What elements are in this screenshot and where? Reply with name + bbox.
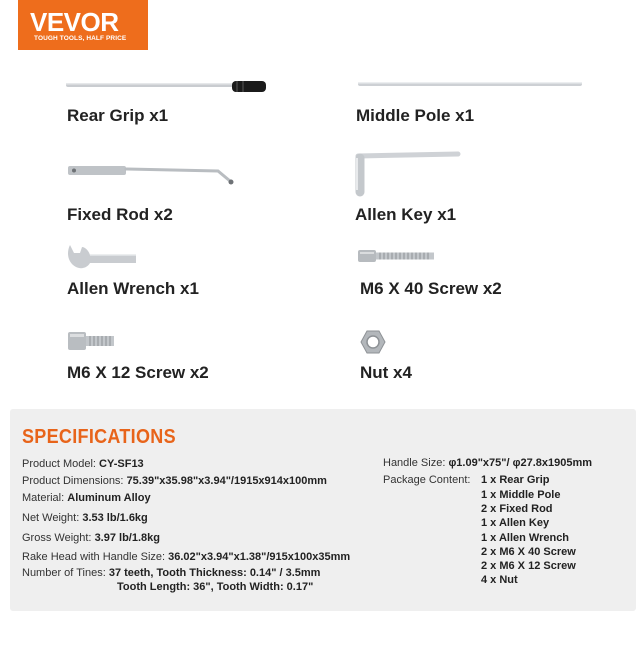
logo-wordmark: VEVOR (30, 7, 119, 37)
spec-product-model: Product Model: CY-SF13 (22, 458, 144, 470)
package-item: 1 x Allen Key (481, 517, 550, 529)
long-screw-icon (358, 248, 438, 264)
spec-number-of-tines: Number of Tines: 37 teeth, Tooth Thickness: 0.14" / 3.5mm (22, 567, 321, 579)
spec-material: Material: Aluminum Alloy (22, 492, 151, 504)
spec-tooth-size: Tooth Length: 36", Tooth Width: 0.17" (117, 581, 314, 593)
package-item: 4 x Nut (481, 574, 518, 586)
allen-key-icon (352, 150, 464, 200)
rear-grip-icon (66, 78, 271, 94)
specifications-panel (10, 409, 636, 611)
spec-handle-size: Handle Size: φ1.09"x75"/ φ27.8x1905mm (383, 457, 593, 469)
fixed-rod-icon (68, 163, 236, 189)
part-label-nut: Nut x4 (360, 363, 412, 382)
part-label-short-screw: M6 X 12 Screw x2 (67, 363, 209, 382)
nut-icon (360, 330, 386, 354)
specifications-title: SPECIFICATIONS (22, 425, 176, 448)
part-label-long-screw: M6 X 40 Screw x2 (360, 279, 502, 298)
spec-package-content-label: Package Content: (383, 474, 471, 486)
spec-net-weight: Net Weight: 3.53 lb/1.6kg (22, 512, 148, 524)
part-label-rear-grip: Rear Grip x1 (67, 106, 169, 125)
package-item: 1 x Rear Grip (481, 474, 550, 486)
package-item: 2 x M6 X 12 Screw (481, 560, 576, 572)
spec-gross-weight: Gross Weight: 3.97 lb/1.8kg (22, 532, 160, 544)
logo-tagline: TOUGH TOOLS, HALF PRICE (34, 35, 127, 42)
middle-pole-icon (358, 80, 584, 90)
package-item: 1 x Middle Pole (481, 489, 561, 501)
brand-logo (18, 0, 148, 50)
part-label-allen-wrench: Allen Wrench x1 (67, 279, 199, 298)
part-label-middle-pole: Middle Pole x1 (356, 106, 475, 125)
package-item: 2 x M6 X 40 Screw (481, 546, 576, 558)
part-label-allen-key: Allen Key x1 (355, 205, 457, 224)
spec-rake-head-size: Rake Head with Handle Size: 36.02"x3.94"x1.38"/915x100x35mm (22, 551, 351, 563)
part-label-fixed-rod: Fixed Rod x2 (67, 205, 173, 224)
short-screw-icon (68, 330, 116, 352)
package-item: 1 x Allen Wrench (481, 532, 570, 544)
spec-product-dimensions: Product Dimensions: 75.39"x35.98"x3.94"/1915x914x100mm (22, 475, 327, 487)
package-item: 2 x Fixed Rod (481, 503, 553, 515)
wrench-icon (66, 243, 138, 271)
